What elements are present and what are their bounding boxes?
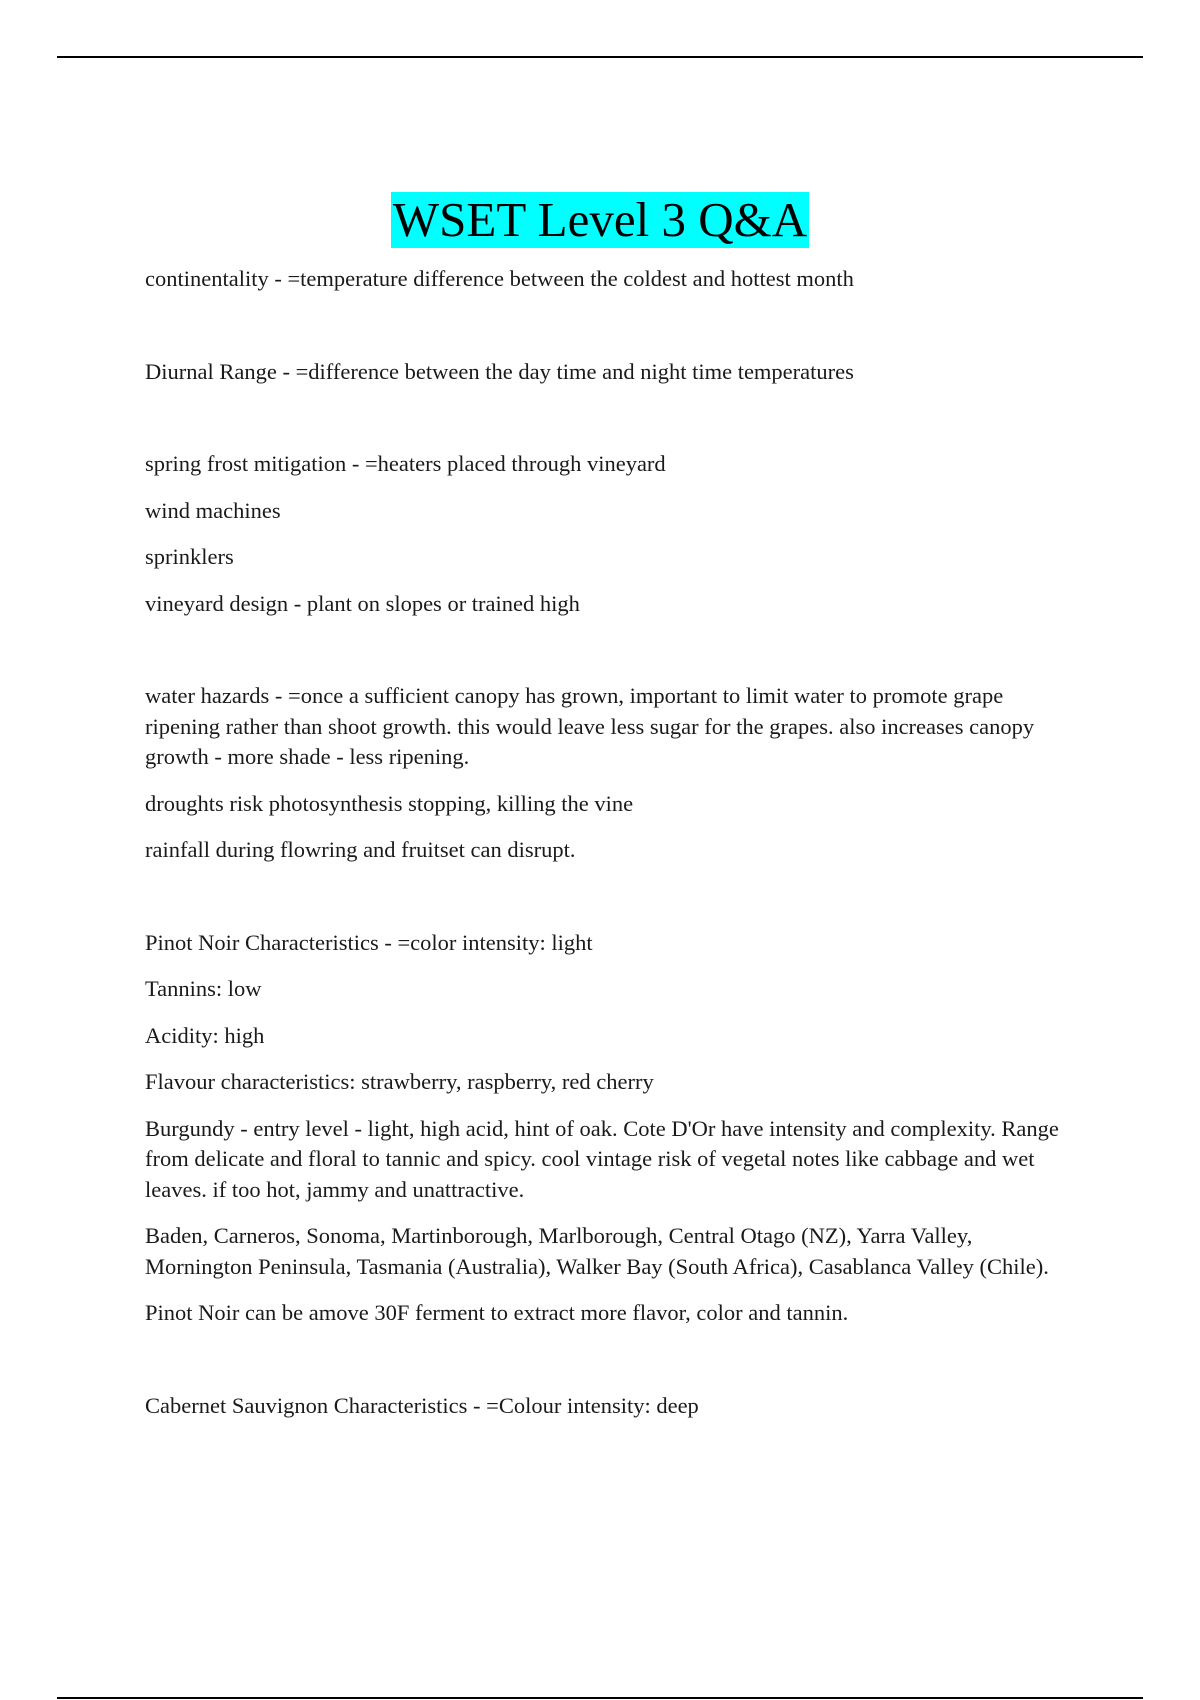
entry-diurnal-range: Diurnal Range - =difference between the day time and night time temperatures <box>145 358 854 384</box>
section-gap <box>145 311 1080 357</box>
section-gap <box>145 882 1080 928</box>
entry-burgundy: Burgundy - entry level - light, high acid, hint of oak. Cote D'Or have intensity and complexity. Range from delicate and floral to tannic and spicy. cool vintage risk of vegetal notes like cabbage and wet leaves. if too hot, jammy and unattractive. <box>145 1115 1059 1202</box>
entry-tannins: Tannins: low <box>145 976 262 1001</box>
entry-pinot-ferment: Pinot Noir can be amove 30F ferment to extract more flavor, color and tannin. <box>145 1300 849 1325</box>
entry-continentality: continentality - =temperature difference between the coldest and hottest month <box>145 266 854 291</box>
document-title: WSET Level 3 Q&A <box>392 192 808 247</box>
entry-vineyard-design: vineyard design - plant on slopes or trained high <box>145 590 580 616</box>
title-block <box>0 192 1200 248</box>
entry-wind-machines: wind machines <box>145 497 281 523</box>
entry-cabernet: Cabernet Sauvignon Characteristics - =Colour intensity: deep <box>145 1392 699 1418</box>
entry-flavour: Flavour characteristics: strawberry, raspberry, red cherry <box>145 1069 654 1094</box>
entry-sprinklers: sprinklers <box>145 544 234 569</box>
entry-regions: Baden, Carneros, Sonoma, Martinborough, Marlborough, Central Otago (NZ), Yarra Valley, Mornington Peninsula, Tasmania (Australia), Walker Bay (South Africa), Casablanca Valley (Chile). <box>145 1223 1049 1279</box>
entry-spring-frost: spring frost mitigation - =heaters placed through vineyard <box>145 451 666 476</box>
entry-pinot-noir: Pinot Noir Characteristics - =color intensity: light <box>145 929 593 955</box>
entry-droughts: droughts risk photosynthesis stopping, killing the vine <box>145 790 634 816</box>
section-gap <box>145 635 1080 681</box>
footer-rule <box>57 1697 1143 1699</box>
section-gap <box>145 1345 1080 1391</box>
document-body <box>145 264 1080 1437</box>
entry-water-hazards: water hazards - =once a sufficient canopy has grown, important to limit water to promote grape ripening rather than shoot growth. this would leave less sugar for the grapes. also increases canopy growth - more shade - less ripening. <box>145 683 1035 769</box>
entry-rainfall: rainfall during flowring and fruitset can disrupt. <box>145 837 576 862</box>
entry-acidity: Acidity: high <box>145 1022 265 1048</box>
section-gap <box>145 403 1080 449</box>
header-rule <box>57 56 1143 58</box>
